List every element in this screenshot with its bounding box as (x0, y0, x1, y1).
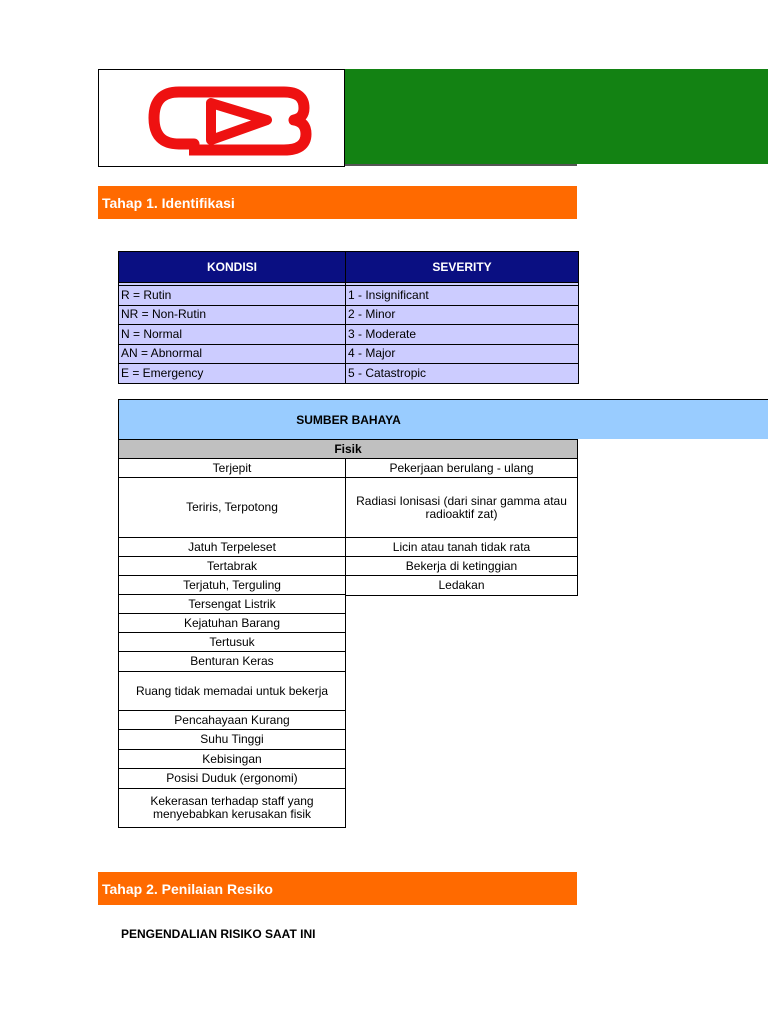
pengendalian-heading: PENGENDALIAN RISIKO SAAT INI (121, 927, 316, 941)
severity-cell: 1 - Insignificant (346, 286, 579, 306)
hazard-cell: Terjepit (118, 458, 346, 478)
sumber-bahaya-title: SUMBER BAHAYA (296, 412, 401, 427)
kondisi-cell: NR = Non-Rutin (119, 305, 346, 325)
hazard-cell: Licin atau tanah tidak rata (345, 537, 578, 557)
severity-cell: 3 - Moderate (346, 325, 579, 345)
hazard-cell: Ruang tidak memadai untuk bekerja (118, 671, 346, 711)
table-row (119, 286, 579, 306)
kondisi-cell: AN = Abnormal (119, 344, 346, 364)
hazard-cell: Radiasi Ionisasi (dari sinar gamma atau radioaktif zat) (345, 477, 578, 538)
section-title: Tahap 1. Identifikasi (102, 194, 235, 211)
section-tahap-1 (98, 186, 577, 219)
category-fisik: Fisik (118, 439, 578, 459)
section-tahap-2 (98, 872, 577, 905)
hazard-cell: Tersengat Listrik (118, 594, 346, 614)
hazard-cell: Terjatuh, Terguling (118, 575, 346, 595)
hazard-cell: Jatuh Terpeleset (118, 537, 346, 557)
kondisi-severity-table (118, 251, 579, 384)
hazard-cell: Posisi Duduk (ergonomi) (118, 768, 346, 789)
column-header-kondisi: KONDISI (119, 252, 346, 283)
logo-box (98, 69, 345, 167)
table-row (119, 305, 579, 325)
section-title: Tahap 2. Penilaian Resiko (102, 880, 273, 897)
severity-cell: 4 - Major (346, 344, 579, 364)
hazard-cell: Ledakan (345, 575, 578, 596)
table-row (119, 344, 579, 364)
hazard-cell: Pencahayaan Kurang (118, 710, 346, 730)
kondisi-cell: R = Rutin (119, 286, 346, 306)
company-logo (99, 70, 346, 168)
sumber-bahaya-header (118, 399, 768, 439)
hazard-cell: Pekerjaan berulang - ulang (345, 458, 578, 478)
severity-cell: 2 - Minor (346, 305, 579, 325)
hazard-cell: Teriris, Terpotong (118, 477, 346, 538)
kondisi-cell: E = Emergency (119, 364, 346, 384)
table-header-row (119, 252, 579, 283)
hazard-cell: Kejatuhan Barang (118, 613, 346, 633)
hazard-cell: Bekerja di ketinggian (345, 556, 578, 576)
hazard-cell: Suhu Tinggi (118, 729, 346, 750)
table-row (119, 325, 579, 345)
hazard-cell: Kebisingan (118, 749, 346, 769)
header-divider (345, 164, 577, 166)
hazard-cell: Benturan Keras (118, 651, 346, 672)
hazard-cell: Kekerasan terhadap staff yang menyebabkan kerusakan fisik (118, 788, 346, 828)
header-green-banner (345, 69, 768, 164)
severity-cell: 5 - Catastropic (346, 364, 579, 384)
hazard-cell: Tertabrak (118, 556, 346, 576)
hazard-cell: Tertusuk (118, 632, 346, 652)
kondisi-cell: N = Normal (119, 325, 346, 345)
column-header-severity: SEVERITY (346, 252, 579, 283)
table-row (119, 364, 579, 384)
